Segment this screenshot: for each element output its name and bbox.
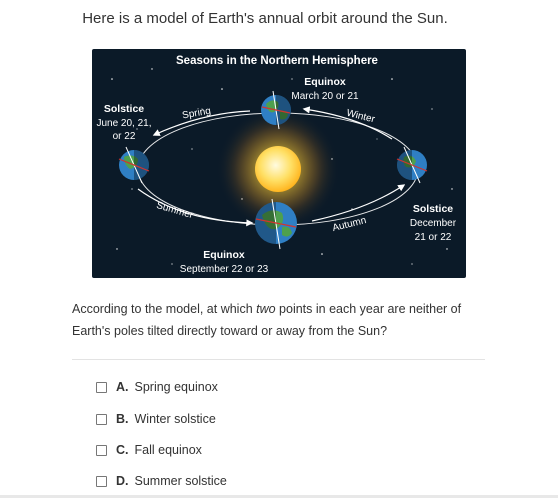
diagram-title: Seasons in the Northern Hemisphere bbox=[176, 55, 378, 67]
choice-a-text: Spring equinox bbox=[134, 380, 218, 394]
choice-c-text: Fall equinox bbox=[134, 443, 202, 457]
checkbox-a[interactable] bbox=[96, 382, 107, 393]
orbit-diagram-svg bbox=[92, 49, 466, 278]
question-before: According to the model, at which bbox=[72, 302, 257, 316]
choice-b-letter: B. bbox=[116, 412, 129, 426]
question-after: points in each year are neither of Earth's poles tilted directly toward or away from the Sun? bbox=[72, 302, 462, 338]
solstice-left-line1: June 20, 21, bbox=[96, 118, 152, 129]
choice-c[interactable] bbox=[96, 441, 202, 459]
choice-a-letter: A. bbox=[116, 380, 129, 394]
solstice-right-name: Solstice bbox=[412, 203, 454, 215]
checkbox-d[interactable] bbox=[96, 476, 107, 487]
choice-b-text: Winter solstice bbox=[134, 412, 216, 426]
divider bbox=[72, 359, 485, 360]
season-autumn-label: Autumn bbox=[331, 215, 368, 235]
solstice-right-line1: December bbox=[409, 218, 457, 229]
question-text bbox=[72, 298, 492, 342]
equinox-bottom-name: Equinox bbox=[203, 249, 245, 261]
choice-c-letter: C. bbox=[116, 443, 129, 457]
intro-text: Here is a model of Earth's annual orbit around the Sun. bbox=[82, 10, 448, 27]
question-emphasis: two bbox=[256, 302, 276, 316]
solstice-left-name: Solstice bbox=[103, 103, 145, 115]
solstice-left-line2: or 22 bbox=[112, 131, 136, 142]
solstice-right-line2: 21 or 22 bbox=[414, 232, 452, 243]
season-winter-label: Winter bbox=[345, 107, 376, 126]
season-summer-label: Summer bbox=[155, 200, 195, 222]
checkbox-c[interactable] bbox=[96, 445, 107, 456]
choice-a[interactable] bbox=[96, 378, 218, 396]
checkbox-b[interactable] bbox=[96, 414, 107, 425]
choice-b[interactable] bbox=[96, 410, 216, 428]
choice-d-text: Summer solstice bbox=[134, 474, 227, 488]
equinox-top-name: Equinox bbox=[304, 76, 346, 88]
equinox-bottom-date: September 22 or 23 bbox=[179, 264, 269, 275]
season-spring-label: Spring bbox=[181, 105, 212, 122]
sun bbox=[255, 146, 301, 192]
choice-d-letter: D. bbox=[116, 474, 129, 488]
seasons-diagram bbox=[92, 49, 466, 278]
choice-d[interactable] bbox=[96, 472, 227, 490]
equinox-top-date: March 20 or 21 bbox=[291, 91, 359, 102]
